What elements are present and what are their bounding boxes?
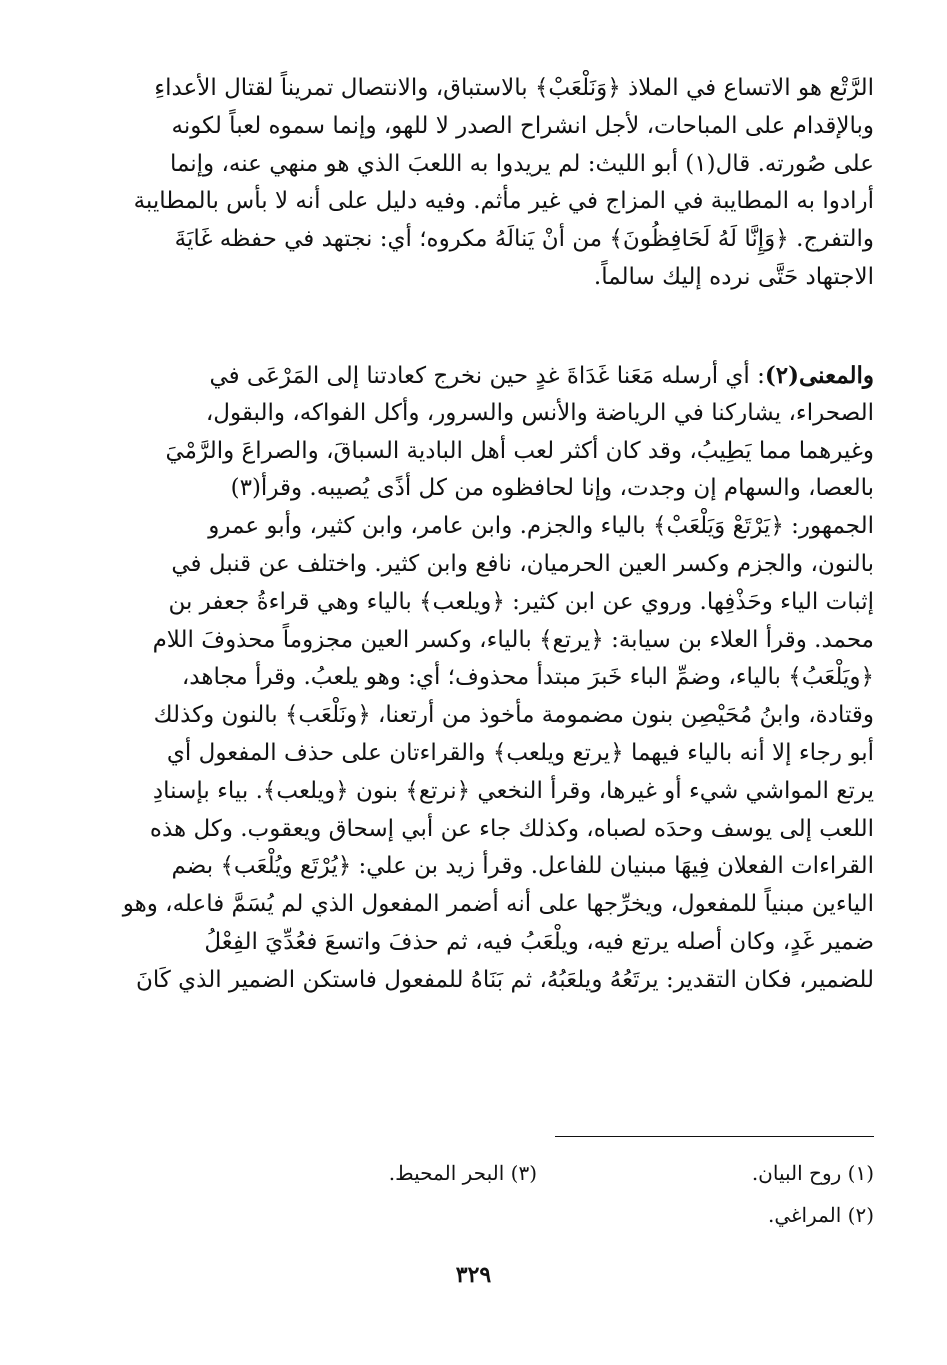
footnote-divider — [555, 1136, 874, 1137]
text-line: يرتع المواشي شيء أو غيرها، وقرأ النخعي ﴿نرتع﴾ بنون ﴿ويلعب﴾. بياء بإسنادِ — [152, 777, 874, 804]
footnote-text: البحر المحيط. — [388, 1161, 505, 1185]
text-line: إثبات الياء وحَذْفِها. وروي عن ابن كثير: ﴿ويلعب﴾ بالياء وهي قراءةُ جعفر بن — [168, 588, 874, 615]
text-line: وغيرهما مما يَطِيبُ، وقد كان أكثر لعب أهل البادية السباقَ، والصراعَ والرَّمْيَ — [165, 437, 874, 464]
text-line: على صُورته. قال(١) أبو الليث: لم يريدوا به اللعبَ الذي هو منهي عنه، وإنما — [169, 150, 874, 177]
text-line: الجمهور: ﴿يَرْتَعْ وَيَلْعَبْ﴾ بالياء والجزم. وابن عامر، وابن كثير، وأبو عمرو — [208, 513, 874, 540]
paragraph-2 — [80, 357, 874, 1000]
text-line: بالعصا، والسهام إن وجدت، وإنا لحافظوه من كل أذًى يُصيبه. وقرأ(٣) — [230, 475, 874, 502]
footnote-text: المراغي. — [767, 1203, 842, 1227]
paragraph-lead-term: والمعنى(٢) — [764, 362, 874, 389]
footnote-row — [200, 1152, 874, 1194]
text-line: الرَّتْع هو الاتساع في الملاذ ﴿وَنَلْعَبْ﴾ بالاستباق، والانتصال تمريناً لقتال الأعداءِ — [154, 75, 874, 101]
text-line: الاجتهاد حَتَّى نرده إليك سالماً. — [593, 263, 874, 290]
text-line: الصحراء، يشاركنا في الرياضة والأنس والسرور، وأكل الفواكه، والبقول، — [205, 399, 874, 426]
paragraph-1 — [80, 70, 874, 297]
text-line: الياءين مبنياً للمفعول، ويخرِّجها على أنه أضمر المفعول الذي لم يُسَمَّ فاعله، وهو — [122, 891, 874, 918]
text-line: ﴿ويَلْعَبُ﴾ بالياء، وضمِّ الباء خَبرَ مبتدأ محذوف؛ أي: وهو يلعبُ. وقرأ مجاهد، — [181, 664, 874, 691]
page-number: ٣٢٩ — [455, 1262, 492, 1288]
text-line: محمد. وقرأ العلاء بن سيابة: ﴿يرتع﴾ بالياء، وكسر العين مجزوماً محذوفَ اللام — [152, 626, 874, 653]
footnote-1 — [537, 1152, 874, 1194]
footnote-number: (١) — [847, 1161, 874, 1185]
text-line: القراءات الفعلان فِيهَا مبنيان للفاعل. وقرأ زيد بن علي: ﴿يُرْتَع ويُلْعَب﴾ بضم — [171, 853, 874, 880]
text-line: بالنون، والجزم وكسر العين الحرميان، نافع وابن كثير. واختلف عن قنبل في — [171, 550, 874, 577]
footnote-2 — [514, 1194, 874, 1236]
text-line: وبالإقدام على المباحات، لأجل انشراح الصدر لا للهو، وإنما سموه لعباً لكونه — [171, 112, 874, 139]
footnote-number: (٢) — [847, 1203, 874, 1227]
footnote-row — [200, 1194, 874, 1236]
text-line: للضمير، فكان التقدير: يرتَعُهُ ويلعَبُهُ، ثم بَنَاهُ للمفعول فاستكن الضمير الذي كَانَ — [135, 966, 874, 993]
text-line: والتفرج. ﴿وَإِنَّا لَهُ لَحَافِظُونَ﴾ من أنْ يَنالَهُ مكروه؛ أي: نجتهد في حفظه غَايَةَ — [174, 226, 874, 253]
footnotes — [200, 1152, 874, 1236]
text-line: وقتادة، وابنُ مُحَيْصِن بنون مضمومة مأخوذ من أرتعنا، ﴿ونَلْعَب﴾ بالنون وكذلك — [153, 702, 874, 729]
footnote-text: روح البيان. — [751, 1161, 842, 1185]
text-line: أرادوا به المطايبة في المزاج في غير مأثم. وفيه دليل على أنه لا بأس بالمطايبة — [133, 188, 874, 215]
text-line: أبو رجاء إلا أنه بالياء فيهما ﴿يرتع ويلعب﴾ والقراءتان على حذف المفعول أي — [166, 739, 874, 766]
text-line: اللعب إلى يوسف وحدَه لصباه، وكذلك جاء عن أبي إسحاق ويعقوب. وكل هذه — [149, 815, 874, 842]
text-line: ضمير غَدٍ، وكان أصله يرتع فيه، ويلْعَبُ فيه، ثم حذفَ واتسعَ فعُدِّيَ الفِعْلُ — [204, 928, 874, 955]
footnote-number: (٣) — [510, 1161, 537, 1185]
text-line-lead — [80, 357, 874, 395]
footnote-3 — [200, 1152, 537, 1194]
text-line-continuation: : أي أرسله مَعَنا غَدَاةَ غدٍ حين نخرج كعادتنا إلى المَرْعَى في — [209, 363, 765, 389]
